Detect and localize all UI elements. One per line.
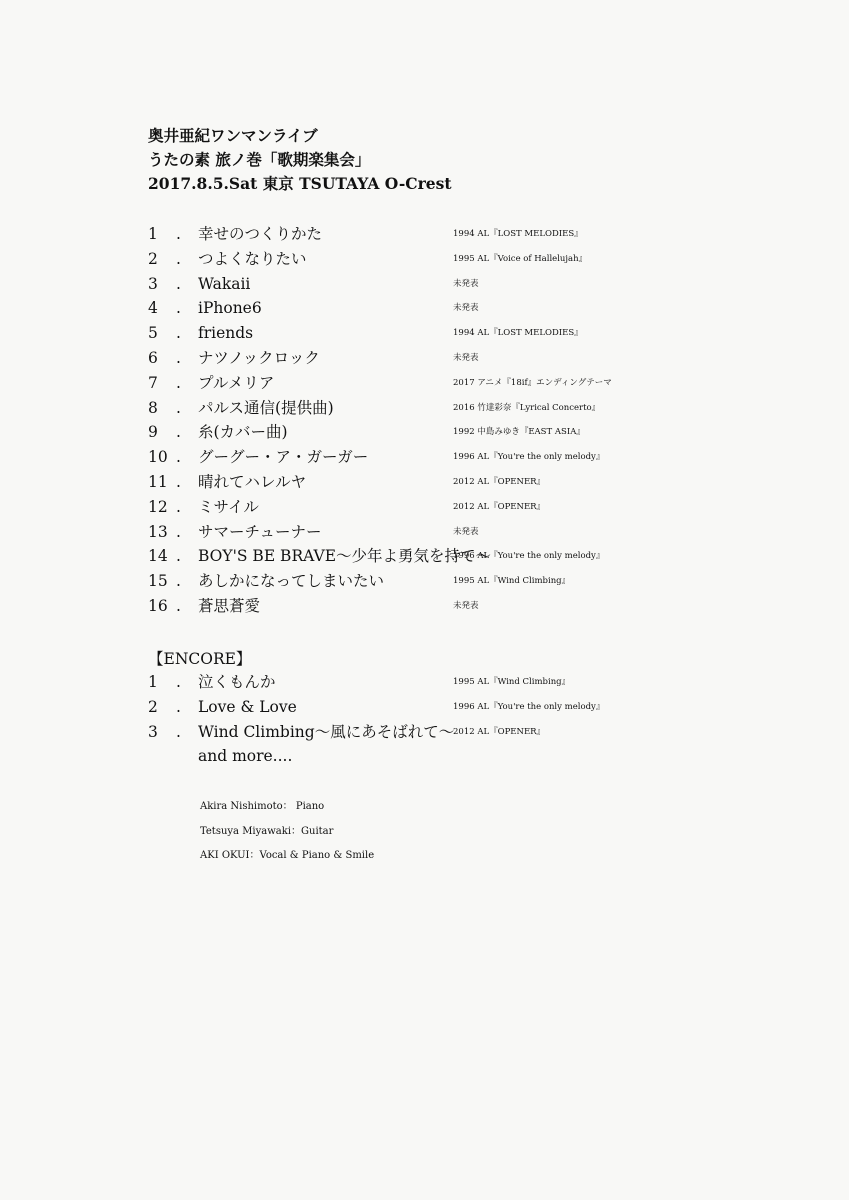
track-note: 2017 アニメ『18if』エンディングテーマ xyxy=(453,377,612,388)
track-note: 1996 AL『You're the only melody』 xyxy=(453,701,605,712)
track-dot: . xyxy=(176,472,181,491)
track-dot: . xyxy=(176,398,181,417)
track-title: 幸せのつくりかた xyxy=(198,225,323,243)
track-note: 1996 AL『You're the only melody』 xyxy=(453,551,605,562)
band-credits xyxy=(200,795,374,869)
setlist-row xyxy=(148,346,808,371)
setlist-row xyxy=(148,470,808,495)
track-note: 2012 AL『OPENER』 xyxy=(453,476,546,487)
encore-row xyxy=(148,695,808,720)
track-note: 1995 AL『Voice of Hallelujah』 xyxy=(453,253,588,264)
track-note: 未発表 xyxy=(453,352,479,363)
track-number: 15 xyxy=(148,572,168,591)
track-title: 糸(カバー曲) xyxy=(198,423,288,442)
track-title: サマーチューナー xyxy=(198,522,322,541)
track-note: 未発表 xyxy=(453,526,479,537)
track-dot: . xyxy=(176,596,181,615)
track-title: グーグー・ア・ガーガー xyxy=(198,448,369,467)
track-title: Wakaii xyxy=(198,274,251,293)
event-header xyxy=(148,124,452,196)
track-title: あしかになってしまいたい xyxy=(198,572,385,591)
track-number: 10 xyxy=(148,448,168,467)
track-number: 7 xyxy=(148,373,158,392)
track-number: 12 xyxy=(148,497,168,516)
event-date-venue: 2017.8.5.Sat 東京 TSUTAYA O-Crest xyxy=(148,174,452,193)
track-dot: . xyxy=(176,249,181,268)
track-number: 13 xyxy=(148,522,168,541)
credit-line: AKI OKUI：Vocal & Piano & Smile xyxy=(200,850,375,861)
and-more-text: and more.... xyxy=(198,747,293,765)
track-note: 2012 AL『OPENER』 xyxy=(453,726,546,737)
setlist-row xyxy=(148,371,808,396)
track-dot: . xyxy=(176,547,181,566)
setlist-row xyxy=(148,495,808,520)
track-dot: . xyxy=(176,348,181,367)
track-title: friends xyxy=(198,324,254,343)
track-number: 2 xyxy=(148,249,158,268)
setlist-row xyxy=(148,247,808,272)
track-note: 1995 AL『Wind Climbing』 xyxy=(453,677,571,687)
setlist-row xyxy=(148,594,808,619)
track-title: つよくなりたい xyxy=(198,249,307,268)
track-number: 4 xyxy=(148,299,158,318)
track-dot: . xyxy=(176,572,181,591)
main-setlist xyxy=(148,222,808,619)
credit-line: Akira Nishimoto： Piano xyxy=(200,801,325,812)
setlist-row xyxy=(148,296,808,321)
track-title: Love & Love xyxy=(198,697,297,716)
encore-setlist xyxy=(148,670,808,744)
track-dot: . xyxy=(176,497,181,516)
track-note: 1992 中島みゆき『EAST ASIA』 xyxy=(453,427,585,438)
track-title: プルメリア xyxy=(198,373,275,392)
setlist-row xyxy=(148,420,808,445)
encore-row xyxy=(148,720,808,745)
track-dot: . xyxy=(176,373,181,392)
track-title: 蒼思蒼愛 xyxy=(198,596,261,615)
track-title: 泣くもんか xyxy=(198,673,276,691)
track-dot: . xyxy=(176,673,181,691)
event-title: 奥井亜紀ワンマンライブ xyxy=(148,126,318,145)
track-number: 3 xyxy=(148,274,158,293)
track-number: 16 xyxy=(148,596,168,615)
track-title: BOY'S BE BRAVE～少年よ勇気を持て～ xyxy=(198,547,492,566)
setlist-row xyxy=(148,321,808,346)
track-dot: . xyxy=(176,423,181,442)
track-number: 1 xyxy=(148,225,158,243)
encore-row xyxy=(148,670,808,695)
setlist-row xyxy=(148,520,808,545)
track-dot: . xyxy=(176,722,181,741)
track-number: 11 xyxy=(148,472,168,491)
track-title: Wind Climbing～風にあそばれて～ xyxy=(198,722,455,741)
track-note: 2016 竹達彩奈『Lyrical Concerto』 xyxy=(453,402,601,413)
setlist-row xyxy=(148,544,808,569)
track-title: ミサイル xyxy=(198,497,259,516)
track-dot: . xyxy=(176,274,181,293)
setlist-row xyxy=(148,569,808,594)
track-dot: . xyxy=(176,697,181,716)
track-dot: . xyxy=(176,299,181,318)
track-note: 1994 AL『LOST MELODIES』 xyxy=(453,328,583,339)
track-note: 1994 AL『LOST MELODIES』 xyxy=(453,229,583,239)
track-dot: . xyxy=(176,448,181,467)
track-number: 1 xyxy=(148,673,158,691)
track-title: 晴れてハレルヤ xyxy=(198,472,307,491)
track-number: 6 xyxy=(148,348,158,367)
track-number: 3 xyxy=(148,722,158,741)
setlist-row xyxy=(148,396,808,421)
track-dot: . xyxy=(176,522,181,541)
encore-heading: 【ENCORE】 xyxy=(148,650,252,668)
track-number: 8 xyxy=(148,398,158,417)
track-note: 2012 AL『OPENER』 xyxy=(453,501,546,512)
track-note: 1995 AL『Wind Climbing』 xyxy=(453,576,571,587)
track-title: ナツノックロック xyxy=(198,348,320,367)
track-number: 2 xyxy=(148,697,158,716)
track-number: 9 xyxy=(148,423,158,442)
track-note: 未発表 xyxy=(453,303,479,314)
setlist-row xyxy=(148,222,808,247)
track-note: 未発表 xyxy=(453,600,479,611)
track-note: 1996 AL『You're the only melody』 xyxy=(453,452,605,463)
setlist-row xyxy=(148,272,808,297)
track-dot: . xyxy=(176,225,181,243)
track-number: 14 xyxy=(148,547,168,566)
setlist-row xyxy=(148,445,808,470)
track-title: iPhone6 xyxy=(198,299,262,318)
track-note: 未発表 xyxy=(453,278,479,289)
event-subtitle: うたの素 旅ノ巻「歌期楽集会」 xyxy=(148,150,371,169)
track-number: 5 xyxy=(148,324,158,343)
credit-line: Tetsuya Miyawaki：Guitar xyxy=(200,825,334,837)
track-dot: . xyxy=(176,324,181,343)
track-title: パルス通信(提供曲) xyxy=(198,398,334,417)
